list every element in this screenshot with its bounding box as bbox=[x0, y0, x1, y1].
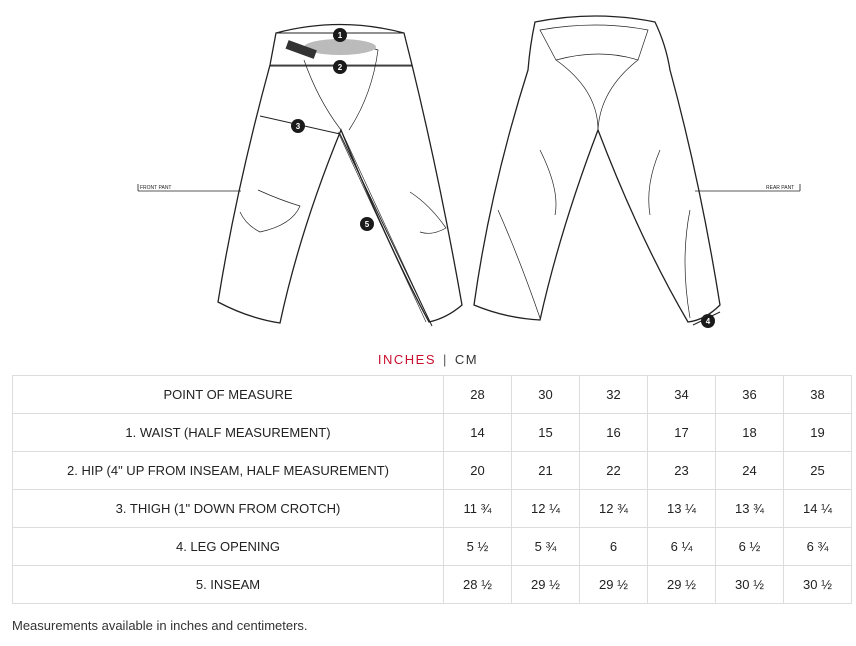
table-cell: 14 bbox=[444, 414, 512, 452]
table-cell: 5. INSEAM bbox=[13, 566, 444, 604]
table-cell: 15 bbox=[512, 414, 580, 452]
rear-pant-illustration bbox=[474, 16, 720, 322]
table-cell: 3. THIGH (1" DOWN FROM CROTCH) bbox=[13, 490, 444, 528]
table-cell: 6 ½ bbox=[716, 528, 784, 566]
table-cell: 5 ½ bbox=[444, 528, 512, 566]
table-cell: 30 ½ bbox=[784, 566, 852, 604]
svg-text:2: 2 bbox=[337, 63, 343, 72]
table-cell: 19 bbox=[784, 414, 852, 452]
table-cell: 24 bbox=[716, 452, 784, 490]
table-cell: 12 ¾ bbox=[580, 490, 648, 528]
table-row bbox=[13, 452, 852, 490]
unit-cm-button[interactable]: CM bbox=[454, 352, 479, 367]
table-cell: 11 ¾ bbox=[444, 490, 512, 528]
size-chart-table bbox=[12, 375, 852, 604]
table-cell: 5 ¾ bbox=[512, 528, 580, 566]
table-row bbox=[13, 490, 852, 528]
svg-text:5: 5 bbox=[364, 220, 370, 229]
table-cell: 23 bbox=[648, 452, 716, 490]
table-cell: 6 ¾ bbox=[784, 528, 852, 566]
svg-text:FRONT PANT: FRONT PANT bbox=[140, 185, 172, 191]
measure-marker-1 bbox=[333, 28, 347, 42]
measure-marker-5 bbox=[360, 217, 374, 231]
front-pant-label bbox=[138, 184, 241, 191]
table-cell: 30 ½ bbox=[716, 566, 784, 604]
table-cell: 17 bbox=[648, 414, 716, 452]
header-cell: 28 bbox=[444, 376, 512, 414]
table-cell: 13 ¼ bbox=[648, 490, 716, 528]
table-cell: 4. LEG OPENING bbox=[13, 528, 444, 566]
header-cell: 34 bbox=[648, 376, 716, 414]
table-cell: 2. HIP (4" UP FROM INSEAM, HALF MEASUREMENT) bbox=[13, 452, 444, 490]
rear-pant-label bbox=[695, 184, 800, 191]
unit-toggle bbox=[0, 352, 856, 367]
table-row bbox=[13, 566, 852, 604]
table-cell: 29 ½ bbox=[580, 566, 648, 604]
table-row bbox=[13, 528, 852, 566]
unit-separator: | bbox=[443, 352, 448, 367]
measure-marker-2 bbox=[333, 60, 347, 74]
measurement-footnote: Measurements available in inches and centimeters. bbox=[12, 618, 308, 633]
table-cell: 16 bbox=[580, 414, 648, 452]
table-header-row bbox=[13, 376, 852, 414]
table-cell: 21 bbox=[512, 452, 580, 490]
svg-text:1: 1 bbox=[337, 31, 343, 40]
measure-marker-4 bbox=[701, 314, 715, 328]
table-cell: 29 ½ bbox=[512, 566, 580, 604]
table-cell: 1. WAIST (HALF MEASUREMENT) bbox=[13, 414, 444, 452]
table-cell: 6 ¼ bbox=[648, 528, 716, 566]
table-cell: 14 ¼ bbox=[784, 490, 852, 528]
header-cell: 38 bbox=[784, 376, 852, 414]
measure-marker-3 bbox=[291, 119, 305, 133]
svg-text:3: 3 bbox=[295, 122, 301, 131]
table-cell: 6 bbox=[580, 528, 648, 566]
table-row bbox=[13, 414, 852, 452]
table-cell: 12 ¼ bbox=[512, 490, 580, 528]
header-cell: 30 bbox=[512, 376, 580, 414]
table-cell: 25 bbox=[784, 452, 852, 490]
table-cell: 20 bbox=[444, 452, 512, 490]
header-cell: POINT OF MEASURE bbox=[13, 376, 444, 414]
table-cell: 18 bbox=[716, 414, 784, 452]
header-cell: 36 bbox=[716, 376, 784, 414]
table-cell: 13 ¾ bbox=[716, 490, 784, 528]
table-cell: 28 ½ bbox=[444, 566, 512, 604]
header-cell: 32 bbox=[580, 376, 648, 414]
svg-text:REAR PANT: REAR PANT bbox=[766, 185, 795, 191]
table-cell: 29 ½ bbox=[648, 566, 716, 604]
unit-inches-button[interactable]: INCHES bbox=[377, 352, 436, 367]
svg-text:4: 4 bbox=[705, 317, 711, 326]
table-cell: 22 bbox=[580, 452, 648, 490]
